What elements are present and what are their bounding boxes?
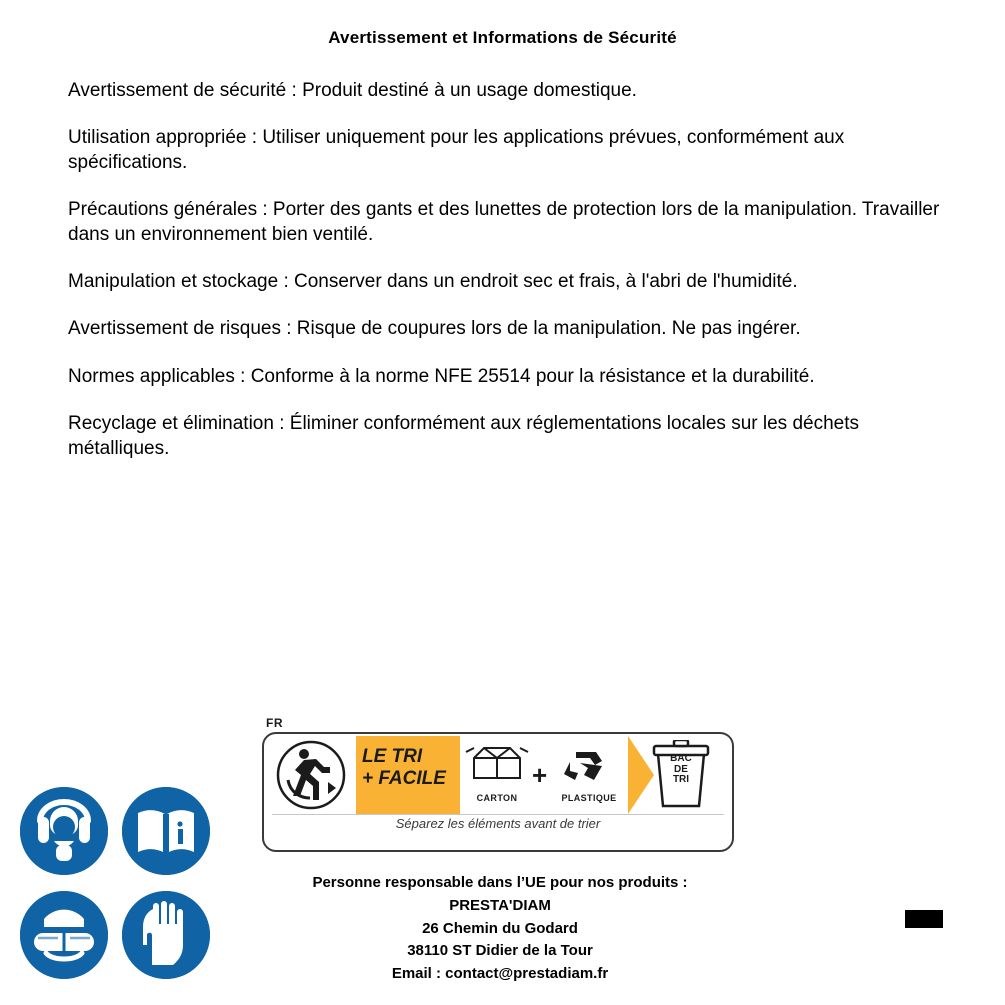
material-carton xyxy=(464,740,530,803)
paragraph-recycling-disposal: Recyclage et élimination : Éliminer conformément aux réglementations locales sur les déchets métalliques. xyxy=(68,412,859,459)
heading-suffix: pour nos produits : xyxy=(545,874,688,891)
paragraph-proper-use: Utilisation appropriée : Utiliser uniquement pour les applications prévues, conformément aux spécifications. xyxy=(68,127,845,174)
bin-text-line2: DE xyxy=(674,763,688,775)
safety-pictograms xyxy=(18,787,218,987)
heading-prefix: Personne responsable dans l’ xyxy=(312,874,526,891)
page-title: Avertissement et Informations de Sécurité xyxy=(328,28,677,47)
eye-protection-icon xyxy=(20,891,108,979)
label-footer-text: Séparez les éléments avant de trier xyxy=(395,816,601,831)
label-main-text-line2: + FACILE xyxy=(362,768,446,790)
triman-icon xyxy=(268,738,354,812)
contact-email: Email : contact@prestadiam.fr xyxy=(391,965,609,983)
responsible-person-heading xyxy=(210,872,790,895)
recycling-label-box xyxy=(262,732,734,852)
material-plastique xyxy=(556,740,622,803)
label-main-text-line1: LE TRI xyxy=(362,746,423,767)
safety-information-text xyxy=(68,78,946,483)
paragraph-handling-storage: Manipulation et stockage : Conserver dans un endroit sec et frais, à l'abri de l'humidité. xyxy=(68,271,798,293)
recycling-label xyxy=(262,716,730,848)
paragraph-applicable-standards: Normes applicables : Conforme à la norme NFE 25514 pour la résistance et la durabilité. xyxy=(68,365,815,387)
heading-eu: UE xyxy=(525,874,546,891)
ear-protection-icon xyxy=(20,787,108,875)
hand-protection-icon xyxy=(122,891,210,979)
paragraph-general-precautions: Précautions générales : Porter des gants et des lunettes de protection lors de la manipulation. Travailler dans un environnement bien ventilé. xyxy=(68,199,940,246)
plus-sign: + xyxy=(532,760,548,790)
paragraph-risk-warning: Avertissement de risques : Risque de coupures lors de la manipulation. Ne pas ingérer. xyxy=(68,318,801,340)
company-name: PRESTA'DIAM xyxy=(449,896,551,914)
bin-text-line3: TRI xyxy=(672,774,690,785)
bin-text-line1: BAC xyxy=(670,753,692,764)
material-carton-caption: CARTON xyxy=(476,793,518,803)
paragraph-safety-warning: Avertissement de sécurité : Produit destiné à un usage domestique. xyxy=(68,80,637,101)
bin-text xyxy=(658,754,704,786)
material-plastique-caption: PLASTIQUE xyxy=(561,793,617,803)
responsible-person-block xyxy=(210,872,790,986)
language-tag: FR xyxy=(266,716,283,730)
city-address: 38110 ST Didier de la Tour xyxy=(407,942,593,960)
label-divider xyxy=(272,814,724,815)
street-address: 26 Chemin du Godard xyxy=(422,919,578,937)
read-manual-icon xyxy=(122,787,210,875)
ce-marking-icon xyxy=(797,865,947,975)
label-main-text xyxy=(362,746,458,791)
bin-icon xyxy=(644,740,718,817)
